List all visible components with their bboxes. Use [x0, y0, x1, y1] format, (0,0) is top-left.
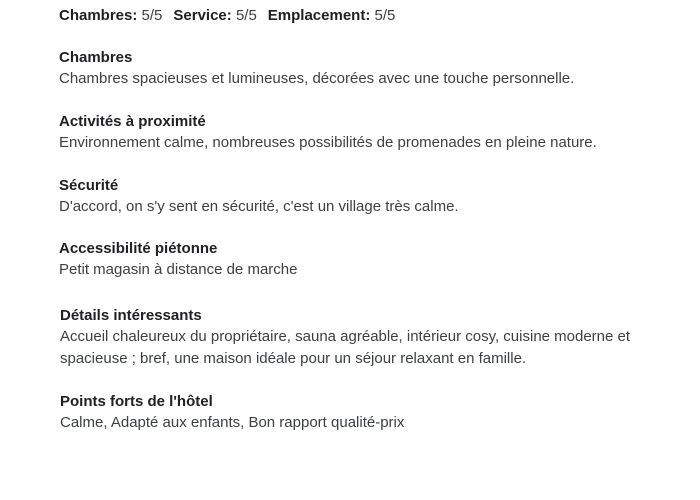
section-nearby-activities-text: Environnement calme, nombreuses possibilités de promenades en pleine nature.: [59, 134, 597, 151]
section-hotel-highlights-heading: Points forts de l'hôtel: [60, 393, 213, 410]
section-interesting-details: [60, 305, 696, 370]
rating-summary: [59, 6, 406, 26]
section-nearby-activities: [59, 111, 695, 154]
section-nearby-activities-heading: Activités à proximité: [59, 113, 206, 130]
section-walkability-heading: Accessibilité piétonne: [59, 240, 218, 257]
section-rooms: [59, 47, 695, 90]
section-walkability: [59, 238, 695, 281]
section-safety: [59, 175, 695, 218]
rating-rooms-label: Chambres:: [59, 7, 138, 24]
section-interesting-details-heading: Détails intéressants: [60, 307, 202, 324]
rating-location: [268, 6, 396, 26]
rating-service-value: 5/5: [235, 7, 257, 24]
section-hotel-highlights: [60, 391, 696, 434]
section-walkability-text: Petit magasin à distance de marche: [59, 261, 298, 278]
section-rooms-heading: Chambres: [59, 49, 133, 66]
rating-location-value: 5/5: [374, 7, 396, 24]
section-interesting-details-text: Accueil chaleureux du propriétaire, sauna agréable, intérieur cosy, cuisine moderne et spacieuse ; bref, une maison idéale pour un séjour relaxant en famille.: [60, 328, 631, 367]
section-hotel-highlights-text: Calme, Adapté aux enfants, Bon rapport qualité-prix: [60, 414, 405, 431]
rating-service: [173, 6, 256, 26]
rating-location-label: Emplacement:: [267, 7, 371, 24]
section-safety-heading: Sécurité: [59, 177, 119, 194]
rating-service-label: Service:: [173, 7, 232, 24]
rating-rooms: [59, 6, 162, 26]
section-rooms-text: Chambres spacieuses et lumineuses, décorées avec une touche personnelle.: [59, 70, 575, 87]
rating-rooms-value: 5/5: [141, 7, 163, 24]
section-safety-text: D'accord, on s'y sent en sécurité, c'est un village très calme.: [59, 198, 459, 215]
